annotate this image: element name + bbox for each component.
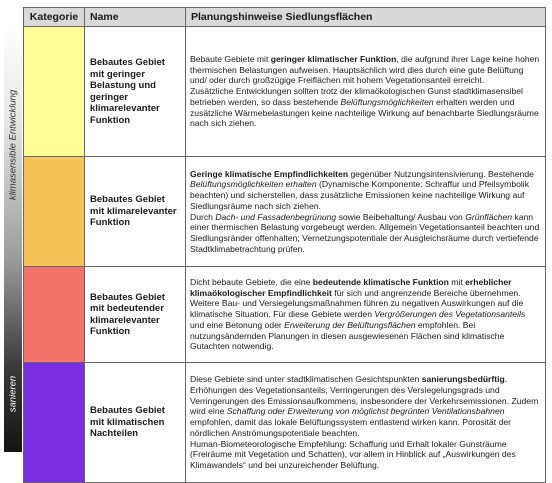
paragraph: Durch Dach- und Fassadenbegrünung sowie Beibehaltung/ Ausbau von Grünflächen kann einer thermischen Belastung vorgebeugt werden. Allgemein Vegetationsanteil beachten und Siedlungsränder offenhalten; Vernetzungspotentiale der Ausgleichsräume durch vertiefende Stadtklimabetrachtung prüfen.	[190, 211, 540, 254]
row-text	[186, 267, 546, 363]
header-kategorie: Kategorie	[24, 8, 85, 27]
paragraph: Dicht bebaute Gebiete, die eine bedeutende klimatische Funktion mit erheblicher klimaökologischer Empfindlichkeit für sich und angrenzende Bereiche übernehmen. Weitere Bau- und Versiegelungsmaßnahmen führen zu negativen Auswirkungen auf die klimatische Situation. Für diese Gebiete werden Vergrößerungen des Vegetationsanteils und eine Betonung oder Erweiterung der Belüftungsflächen empfohlen. Bei nutzungsändernden Planungen in diesen ausgewiesenen Flächen sind klimatische Gutachten notwendig.	[190, 277, 526, 352]
category-swatch	[24, 157, 85, 267]
paragraph: Zusätzliche Entwicklungen sollten trotz der klimaökologischen Gunst stadtklimasensibel betrieben werden, so dass bestehende Belüftungsmöglichkeiten erhalten werden und zusätzliche Wärmebelastungen keine nachteilige Wirkung auf benachbarte Siedlungsräume nach sich ziehen.	[190, 86, 539, 129]
table-row	[24, 157, 546, 267]
header-hinweise: Planungshinweise Siedlungsflächen	[186, 8, 546, 27]
paragraph: Geringe klimatische Empfindlichkeiten gegenüber Nutzungsintensivierung. Bestehende Belüftungsmöglichkeiten erhalten (Dynamische Komponente: Schraffur und Pfeilsymbolik beachten) und sicherstellen, dass zusätzliche Emissionen keine nachteilige Wirkung auf Siedlungsräume nach sich ziehen.	[190, 168, 534, 211]
header-name: Name	[85, 8, 186, 27]
row-text	[186, 363, 546, 483]
row-name: Bebautes Gebiet mit klimatischen Nachteilen	[85, 363, 186, 483]
row-name: Bebautes Gebiet mit klimarelevanter Funktion	[85, 157, 186, 267]
paragraph: Human-Biometeorologische Empfehlung: Schaffung und Erhalt lokaler Gunsträume (Freiräume mit Vegetation und Schatten), vor allem in Hinblick auf „Auswirkungen des Klimawandels“ und bei unzureichender Belüftung.	[190, 438, 516, 470]
paragraph: Diese Gebiete sind unter stadtklimatischen Gesichtspunkten sanierungsbedürftig. Erhöhungen des Vegetationsanteils, Verringerungen des Versiegelungsgrads und Verringerungen des Emissionsaufkommens, insbesondere der Verkehrsemissionen. Zudem wird eine Schaffung oder Erweiterung von möglichst begrünten Ventilationsbahnen empfohlen, damit das lokale Belüftungssystem entlastend wirken kann. Porosität der nördlichen Anströmungspotentiale beachten.	[190, 374, 539, 438]
table-header	[24, 8, 546, 27]
gradient-sidebar: klimasensible Entwicklung sanieren	[4, 27, 22, 452]
category-swatch	[24, 363, 85, 483]
planning-table	[23, 7, 546, 483]
category-swatch	[24, 267, 85, 363]
category-swatch	[24, 27, 85, 157]
row-name: Bebautes Gebiet mit geringer Belastung und geringer klimarelevanter Funktion	[85, 27, 186, 157]
table-row	[24, 27, 546, 157]
row-text	[186, 27, 546, 157]
table-row	[24, 267, 546, 363]
row-name: Bebautes Gebiet mit bedeutender klimarelevanter Funktion	[85, 267, 186, 363]
paragraph: Bebaute Gebiete mit geringer klimatischer Funktion, die aufgrund ihrer Lage keine hohen thermischen Belastungen aufweisen. Hauptsächlich wird dies durch eine gute Belüftung und/ oder durch großzügige Freiflächen mit hohem Vegetationsanteil erreicht.	[190, 54, 540, 86]
row-text	[186, 157, 546, 267]
table-row	[24, 363, 546, 483]
